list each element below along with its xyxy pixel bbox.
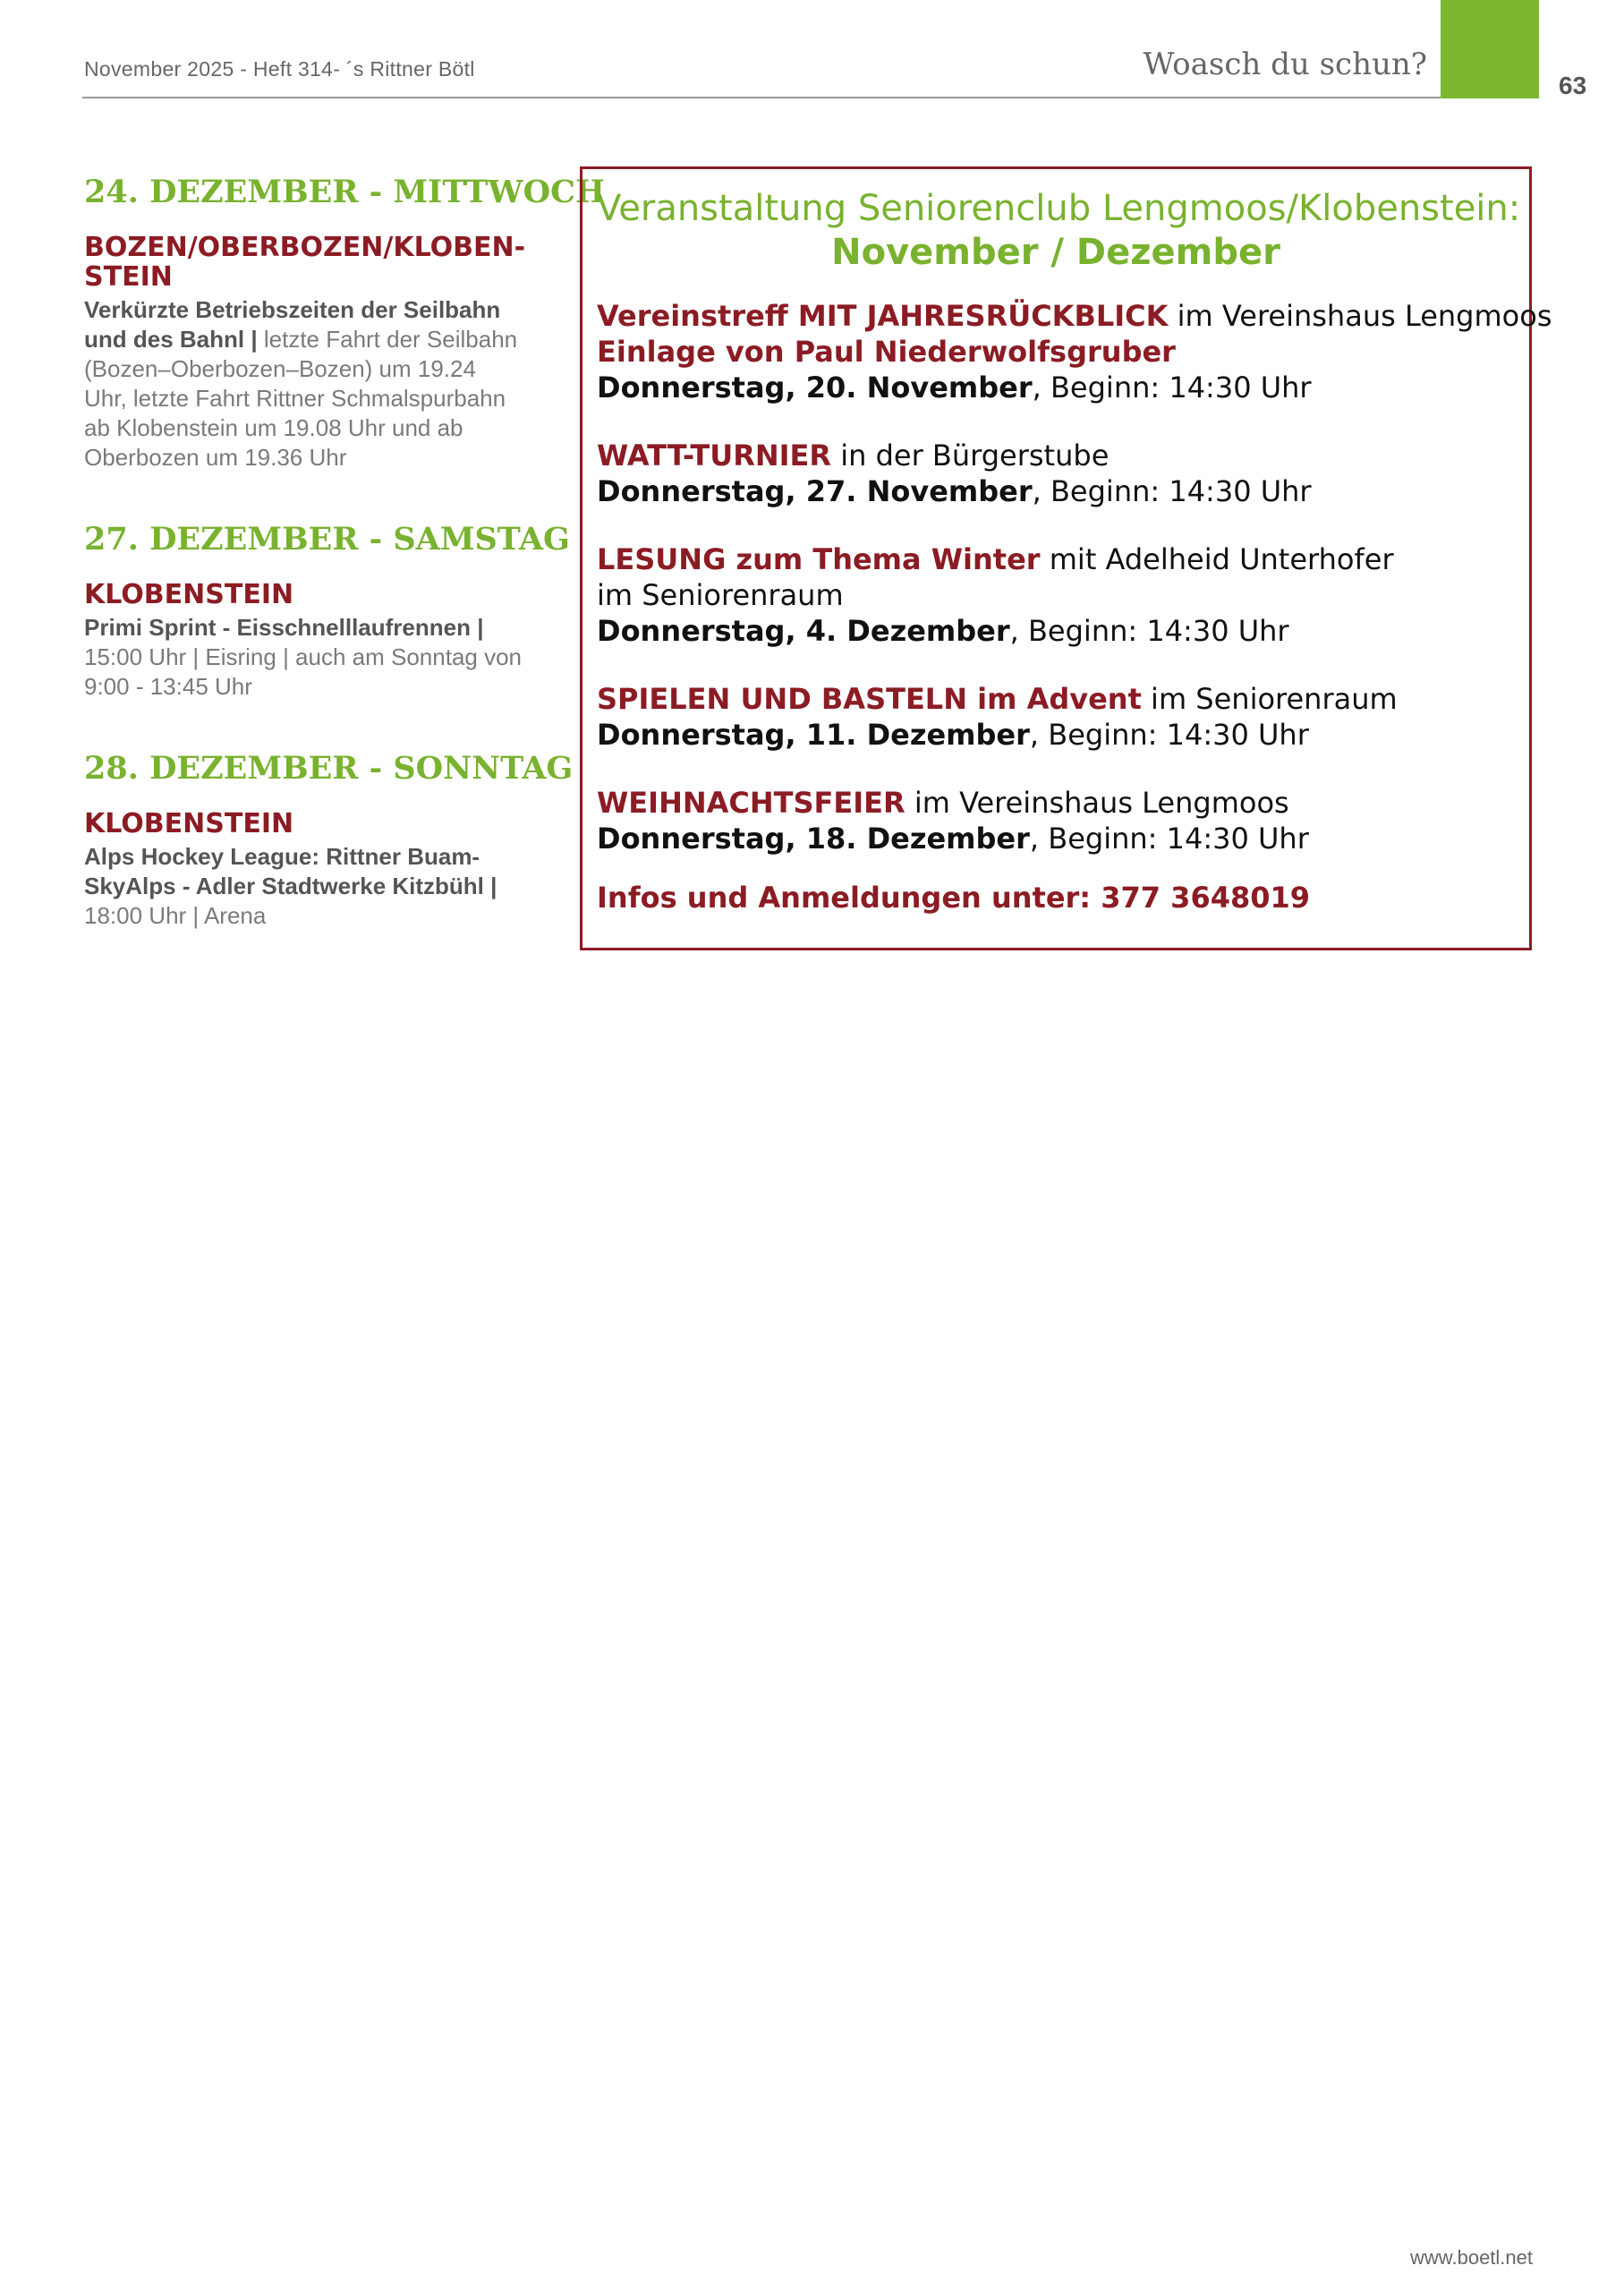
event-item: SPIELEN UND BASTELN im Advent im Seniorenraum Donnerstag, 11. Dezember, Beginn: 14:30 Uhr (597, 682, 1398, 752)
footer-url: www.boetl.net (1410, 2246, 1533, 2269)
box-subtitle: November / Dezember (831, 232, 1280, 273)
event-item: WEIHNACHTSFEIER im Vereinshaus Lengmoos Donnerstag, 18. Dezember, Beginn: 14:30 Uhr (597, 786, 1309, 856)
event-item: WATT-TURNIER in der Bürgerstube Donnerstag, 27. November, Beginn: 14:30 Uhr (597, 439, 1312, 508)
section-title: Woasch du schun? (1143, 47, 1427, 82)
section-color-tab (1441, 0, 1539, 98)
day-description: Primi Sprint - Eisschnelllaufrennen | 15:00 Uhr | Eisring | auch am Sonntag von 9:00 - 13:45 Uhr (84, 614, 523, 700)
place-name: BOZEN/OBERBOZEN/KLOBEN- STEIN (84, 232, 526, 293)
day-heading: 24. DEZEMBER - MITTWOCH (84, 174, 605, 210)
event-item: LESUNG zum Thema Winter mit Adelheid Unterhofer im Seniorenraum Donnerstag, 4. Dezember, Beginn: 14:30 Uhr (597, 542, 1394, 648)
day-entry (84, 750, 574, 931)
day-entry (84, 174, 605, 473)
box-title: Veranstaltung Seniorenclub Lengmoos/Klobenstein: (597, 188, 1521, 229)
day-heading: 28. DEZEMBER - SONNTAG (84, 750, 574, 787)
page-number: 63 (1559, 72, 1587, 99)
contact-info: Infos und Anmeldungen unter: 377 3648019 (597, 881, 1311, 915)
day-heading: 27. DEZEMBER - SAMSTAG (84, 521, 570, 558)
event-item: Vereinstreff MIT JAHRESRÜCKBLICK im Vereinshaus Lengmoos Einlage von Paul Niederwolfsgruber Donnerstag, 20. November, Beginn: 14:30 Uhr (597, 299, 1552, 405)
issue-label: November 2025 - Heft 314- ´s Rittner Bötl (84, 57, 475, 81)
day-description: Alps Hockey League: Rittner Buam- SkyAlps - Adler Stadtwerke Kitzbühl | 18:00 Uhr | Arena (84, 843, 497, 929)
place-name: KLOBENSTEIN (84, 808, 294, 839)
event-calendar-column (84, 174, 605, 979)
place-name: KLOBENSTEIN (84, 579, 294, 610)
header-divider (82, 97, 1530, 98)
day-description: Verkürzte Betriebszeiten der Seilbahn und des Bahnl | letzte Fahrt der Seilbahn (Bozen–Oberbozen–Bozen) um 19.24 Uhr, letzte Fahrt Rittner Schmalspurbahn ab Klobenstein um 19.08 Uhr und ab Oberbozen um 19.36 Uhr (84, 296, 518, 471)
day-entry (84, 521, 570, 702)
senior-club-events-box (580, 166, 1552, 950)
